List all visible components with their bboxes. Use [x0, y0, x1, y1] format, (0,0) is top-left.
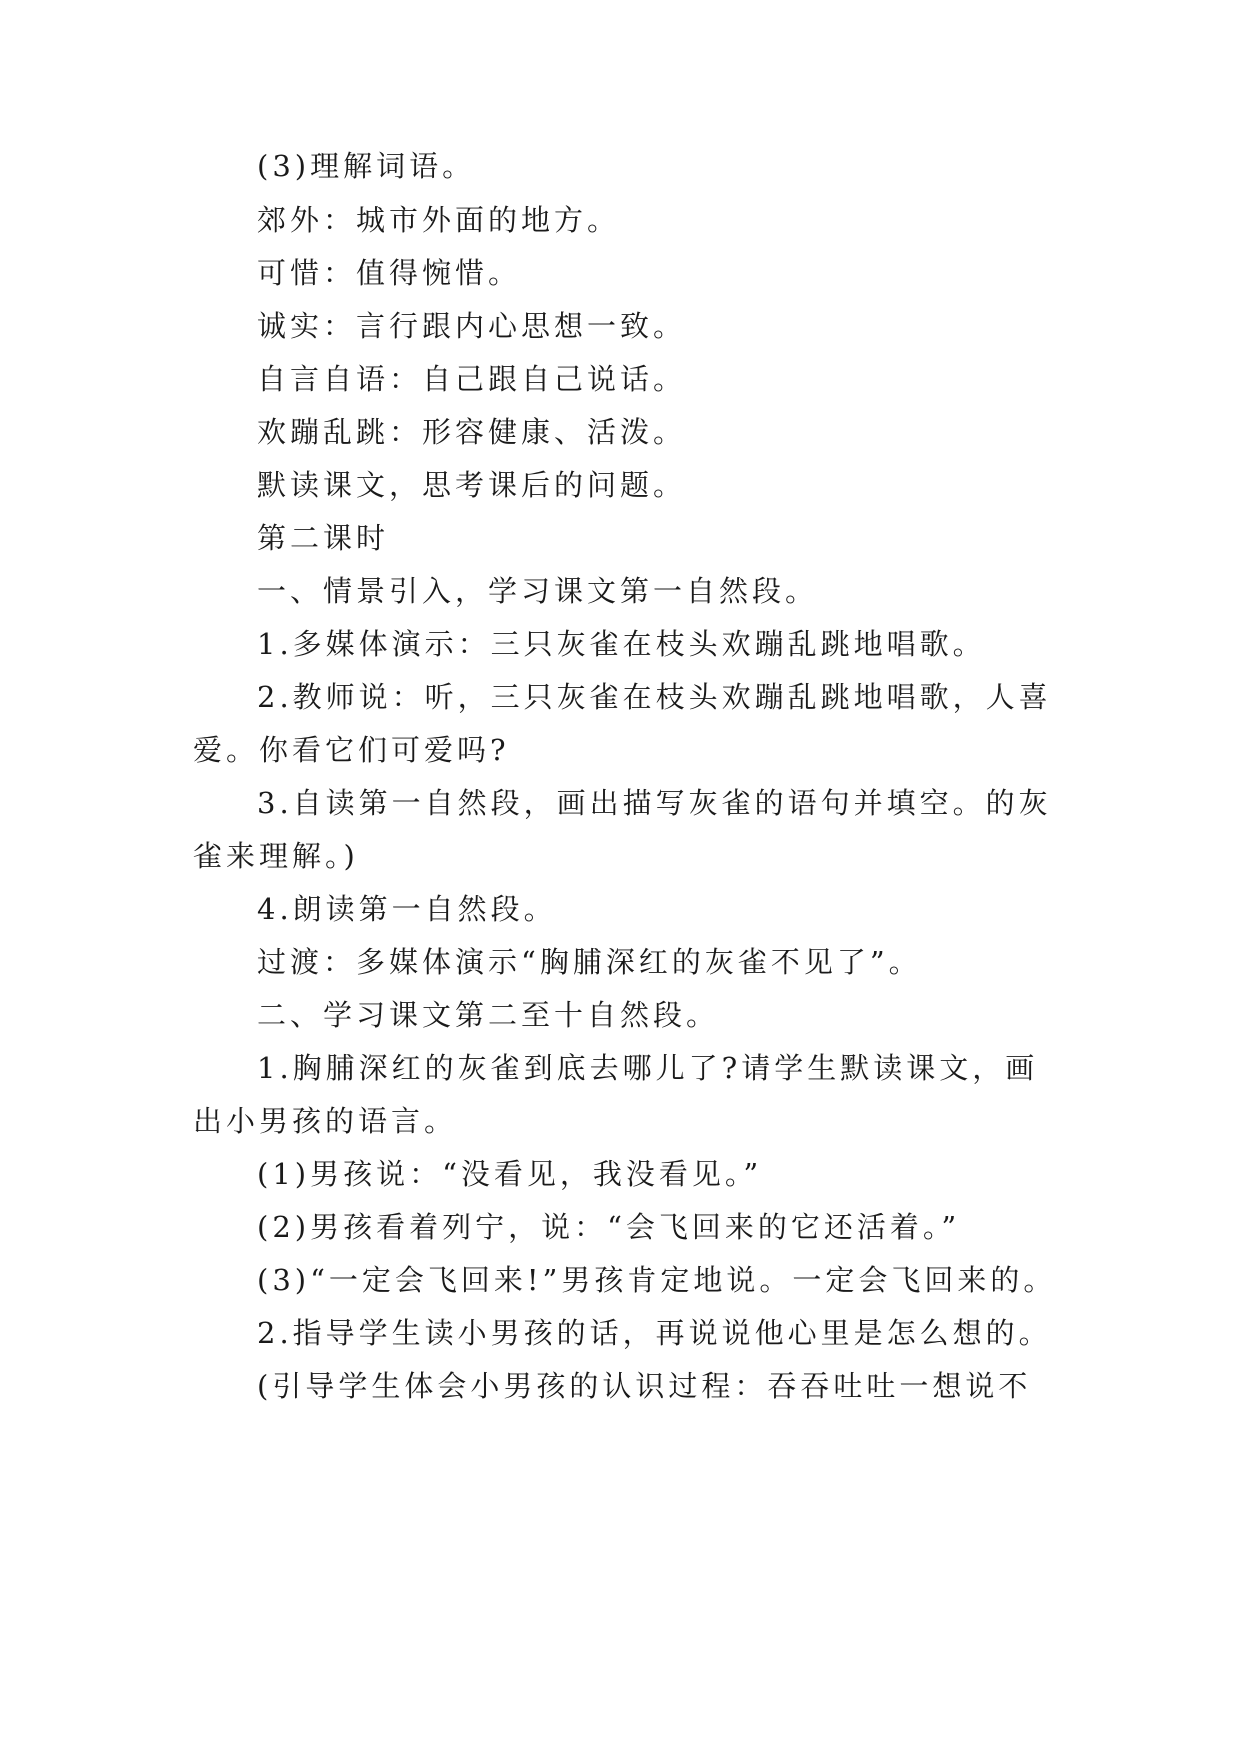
text-line: 4.朗读第一自然段。 — [257, 892, 557, 926]
text-line: (引导学生体会小男孩的认识过程：吞吞吐吐一想说不 — [257, 1369, 1032, 1403]
text-line: 欢蹦乱跳：形容健康、活泼。 — [257, 415, 687, 449]
text-line: (3)“一定会飞回来!”男孩肯定地说。一定会飞回来的。 — [257, 1263, 1057, 1297]
text-line: 爱。你看它们可爱吗? — [193, 733, 510, 767]
text-line: 3.自读第一自然段，画出描写灰雀的语句并填空。的灰 — [257, 786, 1052, 820]
text-line: 雀来理解。) — [193, 839, 359, 873]
text-line: 出小男孩的语言。 — [193, 1104, 458, 1138]
text-line: (1)男孩说：“没看见，我没看见。” — [257, 1157, 763, 1191]
text-line: (2)男孩看着列宁，说：“会飞回来的它还活着。” — [257, 1210, 961, 1244]
text-line: 1.多媒体演示：三只灰雀在枝头欢蹦乱跳地唱歌。 — [257, 627, 986, 661]
text-line: 可惜：值得惋惜。 — [257, 256, 522, 290]
text-line: 1.胸脯深红的灰雀到底去哪儿了?请学生默读课文，画 — [257, 1051, 1039, 1085]
text-line: 自言自语：自己跟自己说话。 — [257, 362, 687, 396]
section-heading: 二、学习课文第二至十自然段。 — [257, 998, 720, 1032]
text-line: 2.教师说：听，三只灰雀在枝头欢蹦乱跳地唱歌，人喜 — [257, 680, 1052, 714]
text-line: 过渡：多媒体演示“胸脯深红的灰雀不见了”。 — [257, 945, 922, 979]
text-line: 诚实：言行跟内心思想一致。 — [257, 309, 687, 343]
section-heading: 第二课时 — [257, 521, 390, 555]
text-line: (3)理解词语。 — [257, 149, 476, 183]
section-heading: 一、情景引入，学习课文第一自然段。 — [257, 574, 819, 608]
text-line: 郊外：城市外面的地方。 — [257, 203, 621, 237]
text-line: 2.指导学生读小男孩的话，再说说他心里是怎么想的。 — [257, 1316, 1052, 1350]
text-line: 默读课文，思考课后的问题。 — [257, 468, 687, 502]
